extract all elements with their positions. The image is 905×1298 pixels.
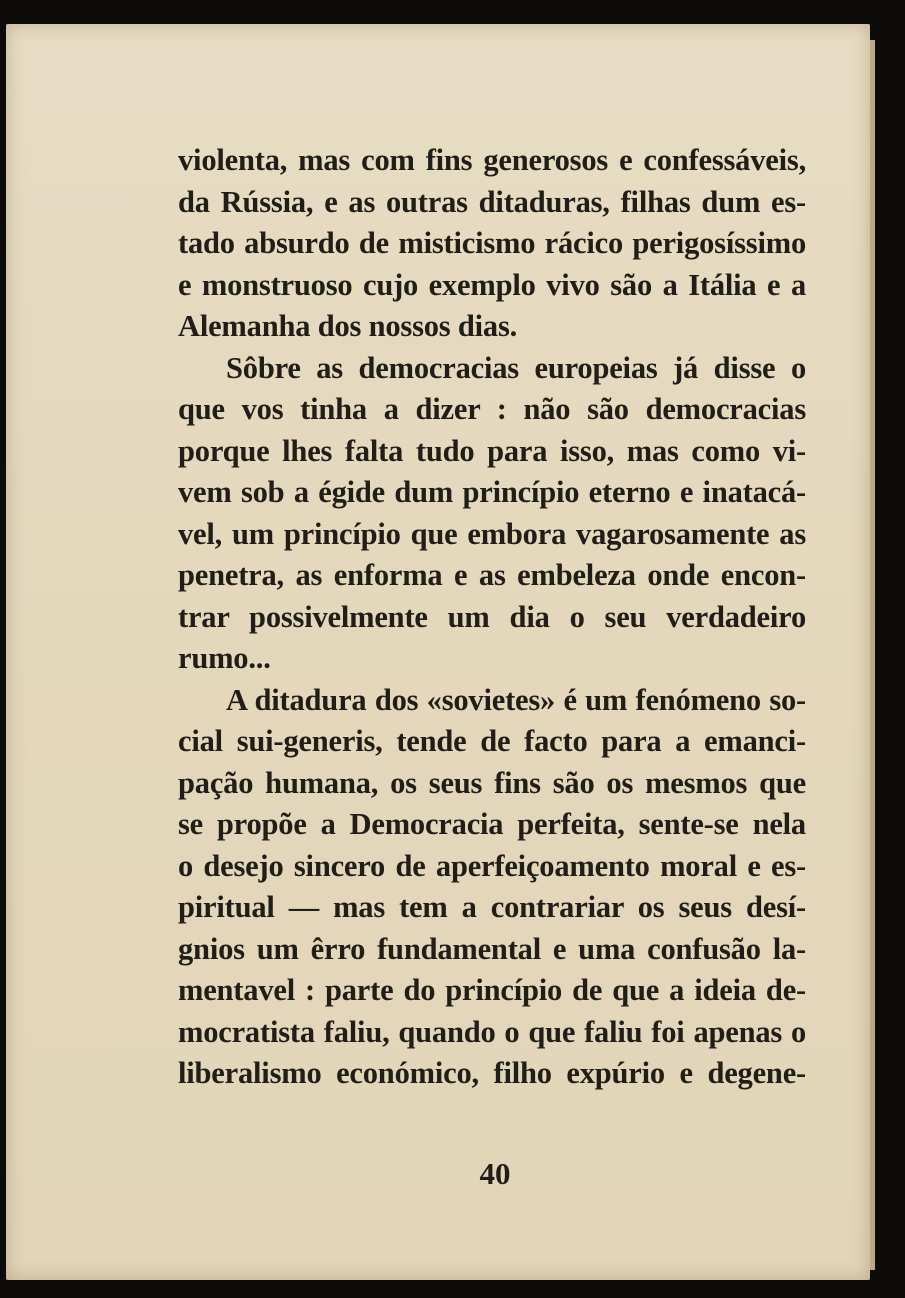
text-line: mocratista faliu, quando o que faliu foi apenas o xyxy=(178,1014,806,1049)
text-line: mentavel : parte do princípio de que a ideia de- xyxy=(178,973,806,1007)
text-line: o desejo sincero de aperfeiçoamento moral e es- xyxy=(178,848,806,883)
text-line: Sôbre as democracias europeias já disse o xyxy=(226,350,806,385)
page-edge xyxy=(870,40,875,1270)
body-text xyxy=(178,140,806,1095)
text-line: A ditadura dos «sovietes» é um fenómeno so- xyxy=(226,682,806,717)
text-line: vel, um princípio que embora vagarosamente as xyxy=(178,516,806,551)
text-line: trar possivelmente um dia o seu verdadeiro xyxy=(178,599,806,634)
text-line: piritual — mas tem a contrariar os seus desí- xyxy=(178,890,806,924)
text-line: da Rússia, e as outras ditaduras, filhas dum es- xyxy=(178,184,806,219)
text-line: penetra, as enforma e as embeleza onde encon- xyxy=(178,558,806,592)
page-number: 40 xyxy=(479,1156,511,1191)
text-line: porque lhes falta tudo para isso, mas como vi- xyxy=(178,433,806,468)
text-line: tado absurdo de misticismo rácico perigosíssimo xyxy=(178,226,806,260)
text-line: se propõe a Democracia perfeita, sente-se nela xyxy=(178,807,806,841)
text-line: cial sui-generis, tende de facto para a emanci- xyxy=(178,724,806,758)
text-line: que vos tinha a dizer : não são democracias xyxy=(178,392,806,426)
text-line: violenta, mas com fins generosos e confessáveis, xyxy=(178,143,806,177)
text-line: pação humana, os seus fins são os mesmos que xyxy=(178,765,806,800)
text-line: gnios um êrro fundamental e uma confusão la- xyxy=(178,931,806,966)
text-line: rumo... xyxy=(178,641,271,675)
text-line: liberalismo económico, filho expúrio e degene- xyxy=(178,1056,806,1090)
text-line: e monstruoso cujo exemplo vivo são a Itália e a xyxy=(178,267,806,302)
text-line: vem sob a égide dum princípio eterno e inatacá- xyxy=(178,475,806,509)
text-line: Alemanha dos nossos dias. xyxy=(178,309,518,343)
